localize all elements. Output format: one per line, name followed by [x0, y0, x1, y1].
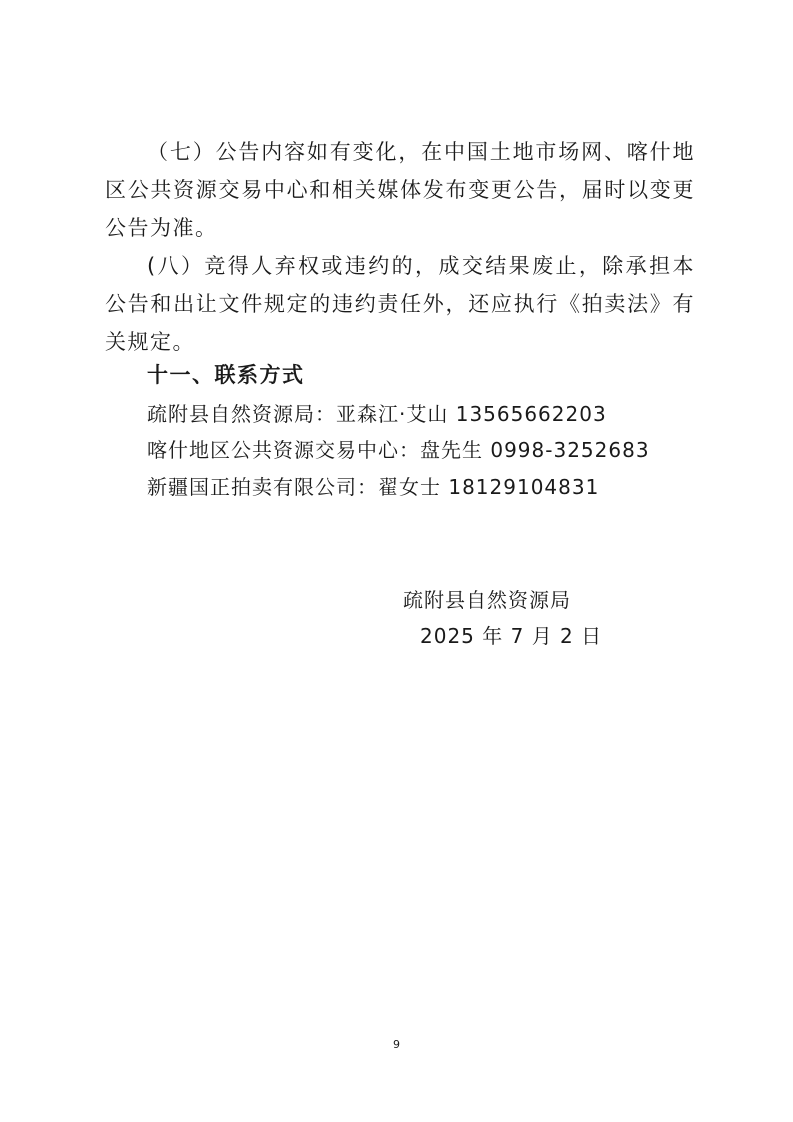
- section-heading-contact: 十一、联系方式: [147, 363, 305, 387]
- contact-line: 喀什地区公共资源交易中心：盘先生 0998-3252683: [147, 438, 650, 462]
- paragraph-item-8: (八）竞得人弃权或违约的，成交结果废止，除承担本公告和出让文件规定的违约责任外，还应执行《拍卖法》有关规定。: [105, 254, 695, 354]
- signature-organization: 疏附县自然资源局: [403, 588, 571, 612]
- signature-date: 2025 年 7 月 2 日: [420, 624, 603, 648]
- contact-line: 新疆国正拍卖有限公司：翟女士 18129104831: [147, 475, 600, 499]
- contact-line: 疏附县自然资源局：亚森江·艾山 13565662203: [147, 402, 607, 426]
- page-number: 9: [393, 1038, 400, 1051]
- paragraph-item-7: （七）公告内容如有变化，在中国土地市场网、喀什地区公共资源交易中心和相关媒体发布变更公告，届时以变更公告为准。: [105, 140, 695, 240]
